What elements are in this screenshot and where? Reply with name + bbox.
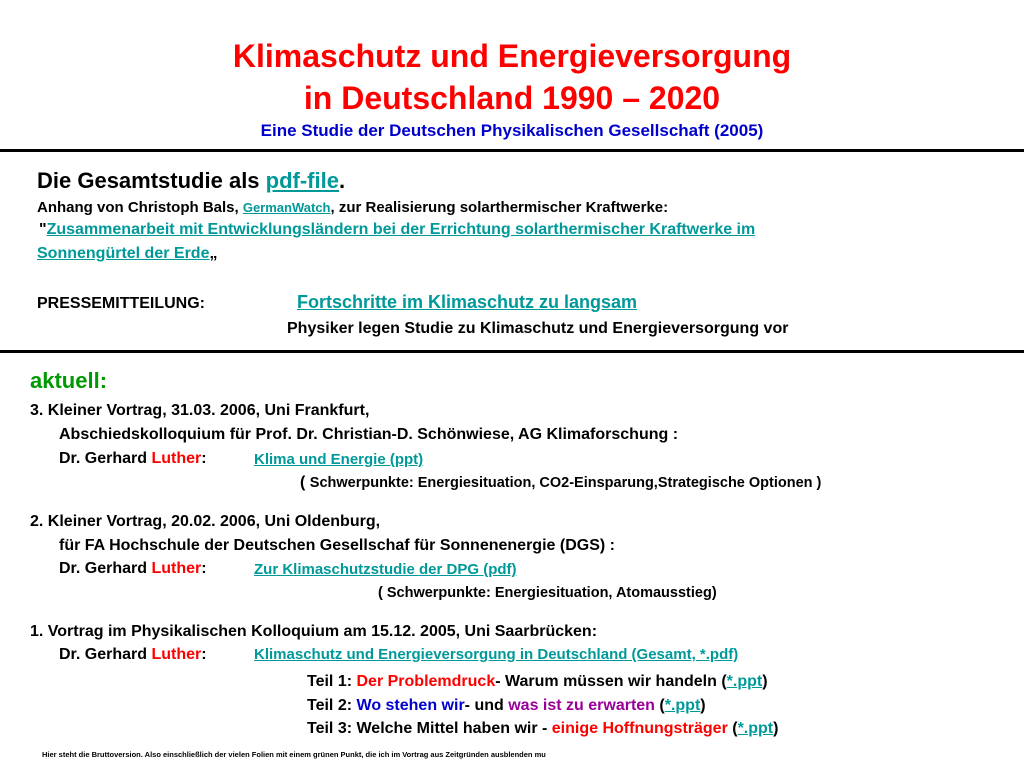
study-intro — [37, 168, 345, 194]
talk2-focus: ( Schwerpunkte: Energiesituation, Atomausstieg) — [378, 585, 717, 601]
part1-ppt-link[interactable]: *.ppt — [726, 673, 763, 690]
part2-end: ) — [700, 697, 706, 714]
cooperation-line-2 — [37, 245, 217, 263]
part3-open: ( — [727, 720, 738, 737]
talk3-occasion: Abschiedskolloquium für Prof. Dr. Christian-D. Schönwiese, AG Klimaforschung : — [59, 426, 679, 443]
talk2-occasion: für FA Hochschule der Deutschen Gesellschaf für Sonnenenergie (DGS) : — [59, 537, 615, 554]
cooperation-line-1 — [39, 221, 755, 239]
appendix-line — [37, 199, 668, 216]
talk1-part1 — [307, 673, 768, 691]
middle-divider — [0, 350, 1024, 353]
talk1-part3 — [307, 720, 778, 738]
part2-colored-2: was ist zu erwarten — [508, 697, 655, 714]
appendix-text: Anhang von Christoph Bals, — [37, 199, 243, 216]
part1-label: Teil 1: — [307, 673, 357, 690]
part2-label: Teil 2: — [307, 697, 357, 714]
talk1-full-pdf-link[interactable]: Klimaschutz und Energieversorgung in Deutschland (Gesamt, *.pdf) — [254, 646, 739, 663]
top-divider — [0, 149, 1024, 152]
talk3-slides-link[interactable]: Klima und Energie (ppt) — [254, 451, 424, 468]
part1-rest: - Warum müssen wir handeln ( — [495, 673, 727, 690]
talk3-focus — [300, 474, 821, 492]
germanwatch-link[interactable]: GermanWatch — [242, 200, 331, 215]
appendix-rest: , zur Realisierung solarthermischer Kraftwerke: — [330, 199, 669, 216]
press-release-link[interactable]: Fortschritte im Klimaschutz zu langsam — [297, 292, 638, 312]
part2-open: ( — [654, 697, 665, 714]
talk1-title: 1. Vortrag im Physikalischen Kolloquium am 15.12. 2005, Uni Saarbrücken: — [30, 623, 598, 640]
cooperation-link-part-1[interactable]: Zusammenarbeit mit Entwicklungsländern bei der Errichtung solarthermischer Kraftwerke im — [46, 221, 756, 238]
talk2-speaker-prefix: Dr. Gerhard — [59, 560, 152, 577]
part3-end: ) — [773, 720, 779, 737]
part3-colored: einige Hoffnungsträger — [551, 720, 728, 737]
part2-ppt-link[interactable]: *.ppt — [664, 697, 701, 714]
part2-mid: - und — [464, 697, 509, 714]
cooperation-link-part-2[interactable]: Sonnengürtel der Erde — [37, 245, 210, 262]
talk1-speaker-prefix: Dr. Gerhard — [59, 646, 152, 663]
part3-ppt-link[interactable]: *.ppt — [737, 720, 774, 737]
study-intro-end: . — [338, 168, 346, 193]
pdf-file-link[interactable]: pdf-file — [265, 168, 339, 193]
title-line-2: in Deutschland 1990 – 2020 — [303, 80, 721, 116]
part1-colored: Der Problemdruck — [356, 673, 496, 690]
talk2-title: 2. Kleiner Vortrag, 20.02. 2006, Uni Oldenburg, — [30, 513, 381, 530]
talk1-part2 — [307, 697, 706, 715]
quote-close: „ — [209, 245, 218, 262]
talk3-title: 3. Kleiner Vortrag, 31.03. 2006, Uni Frankfurt, — [30, 402, 370, 419]
footer-note: Hier steht die Bruttoversion. Also einschließlich der vielen Folien mit einem grünen Punkt, die ich im Vortrag aus Zeitgründen ausblenden mu — [42, 750, 546, 759]
talk1-speaker-line — [59, 646, 207, 664]
part3-label: Teil 3: Welche Mittel haben wir - — [307, 720, 552, 737]
part2-colored-1: Wo stehen wir — [356, 697, 465, 714]
talk3-focus-paren: ( — [300, 474, 310, 491]
talk1-speaker-name: Luther — [151, 646, 202, 663]
current-heading: aktuell: — [30, 368, 108, 393]
talk3-speaker-name: Luther — [151, 450, 202, 467]
talk3-speaker-prefix: Dr. Gerhard — [59, 450, 152, 467]
talk2-speaker-line — [59, 560, 207, 578]
study-intro-text: Die Gesamtstudie als — [37, 168, 266, 193]
talk3-focus-text: Schwerpunkte: Energiesituation, CO2-Einsparung,Strategische Optionen ) — [309, 475, 822, 491]
press-label: PRESSEMITTEILUNG: — [37, 295, 206, 312]
talk1-colon: : — [201, 646, 207, 663]
talk3-speaker-line — [59, 450, 207, 468]
talk2-study-link[interactable]: Zur Klimaschutzstudie der DPG (pdf) — [254, 561, 517, 578]
title-line-1: Klimaschutz und Energieversorgung — [232, 38, 792, 74]
talk3-colon: : — [201, 450, 207, 467]
subtitle: Eine Studie der Deutschen Physikalischen Gesellschaft (2005) — [260, 121, 764, 140]
part1-end: ) — [762, 673, 768, 690]
talk2-speaker-name: Luther — [151, 560, 202, 577]
press-subline: Physiker legen Studie zu Klimaschutz und Energieversorgung vor — [287, 320, 789, 337]
quote-open: " — [39, 221, 47, 238]
talk2-colon: : — [201, 560, 207, 577]
